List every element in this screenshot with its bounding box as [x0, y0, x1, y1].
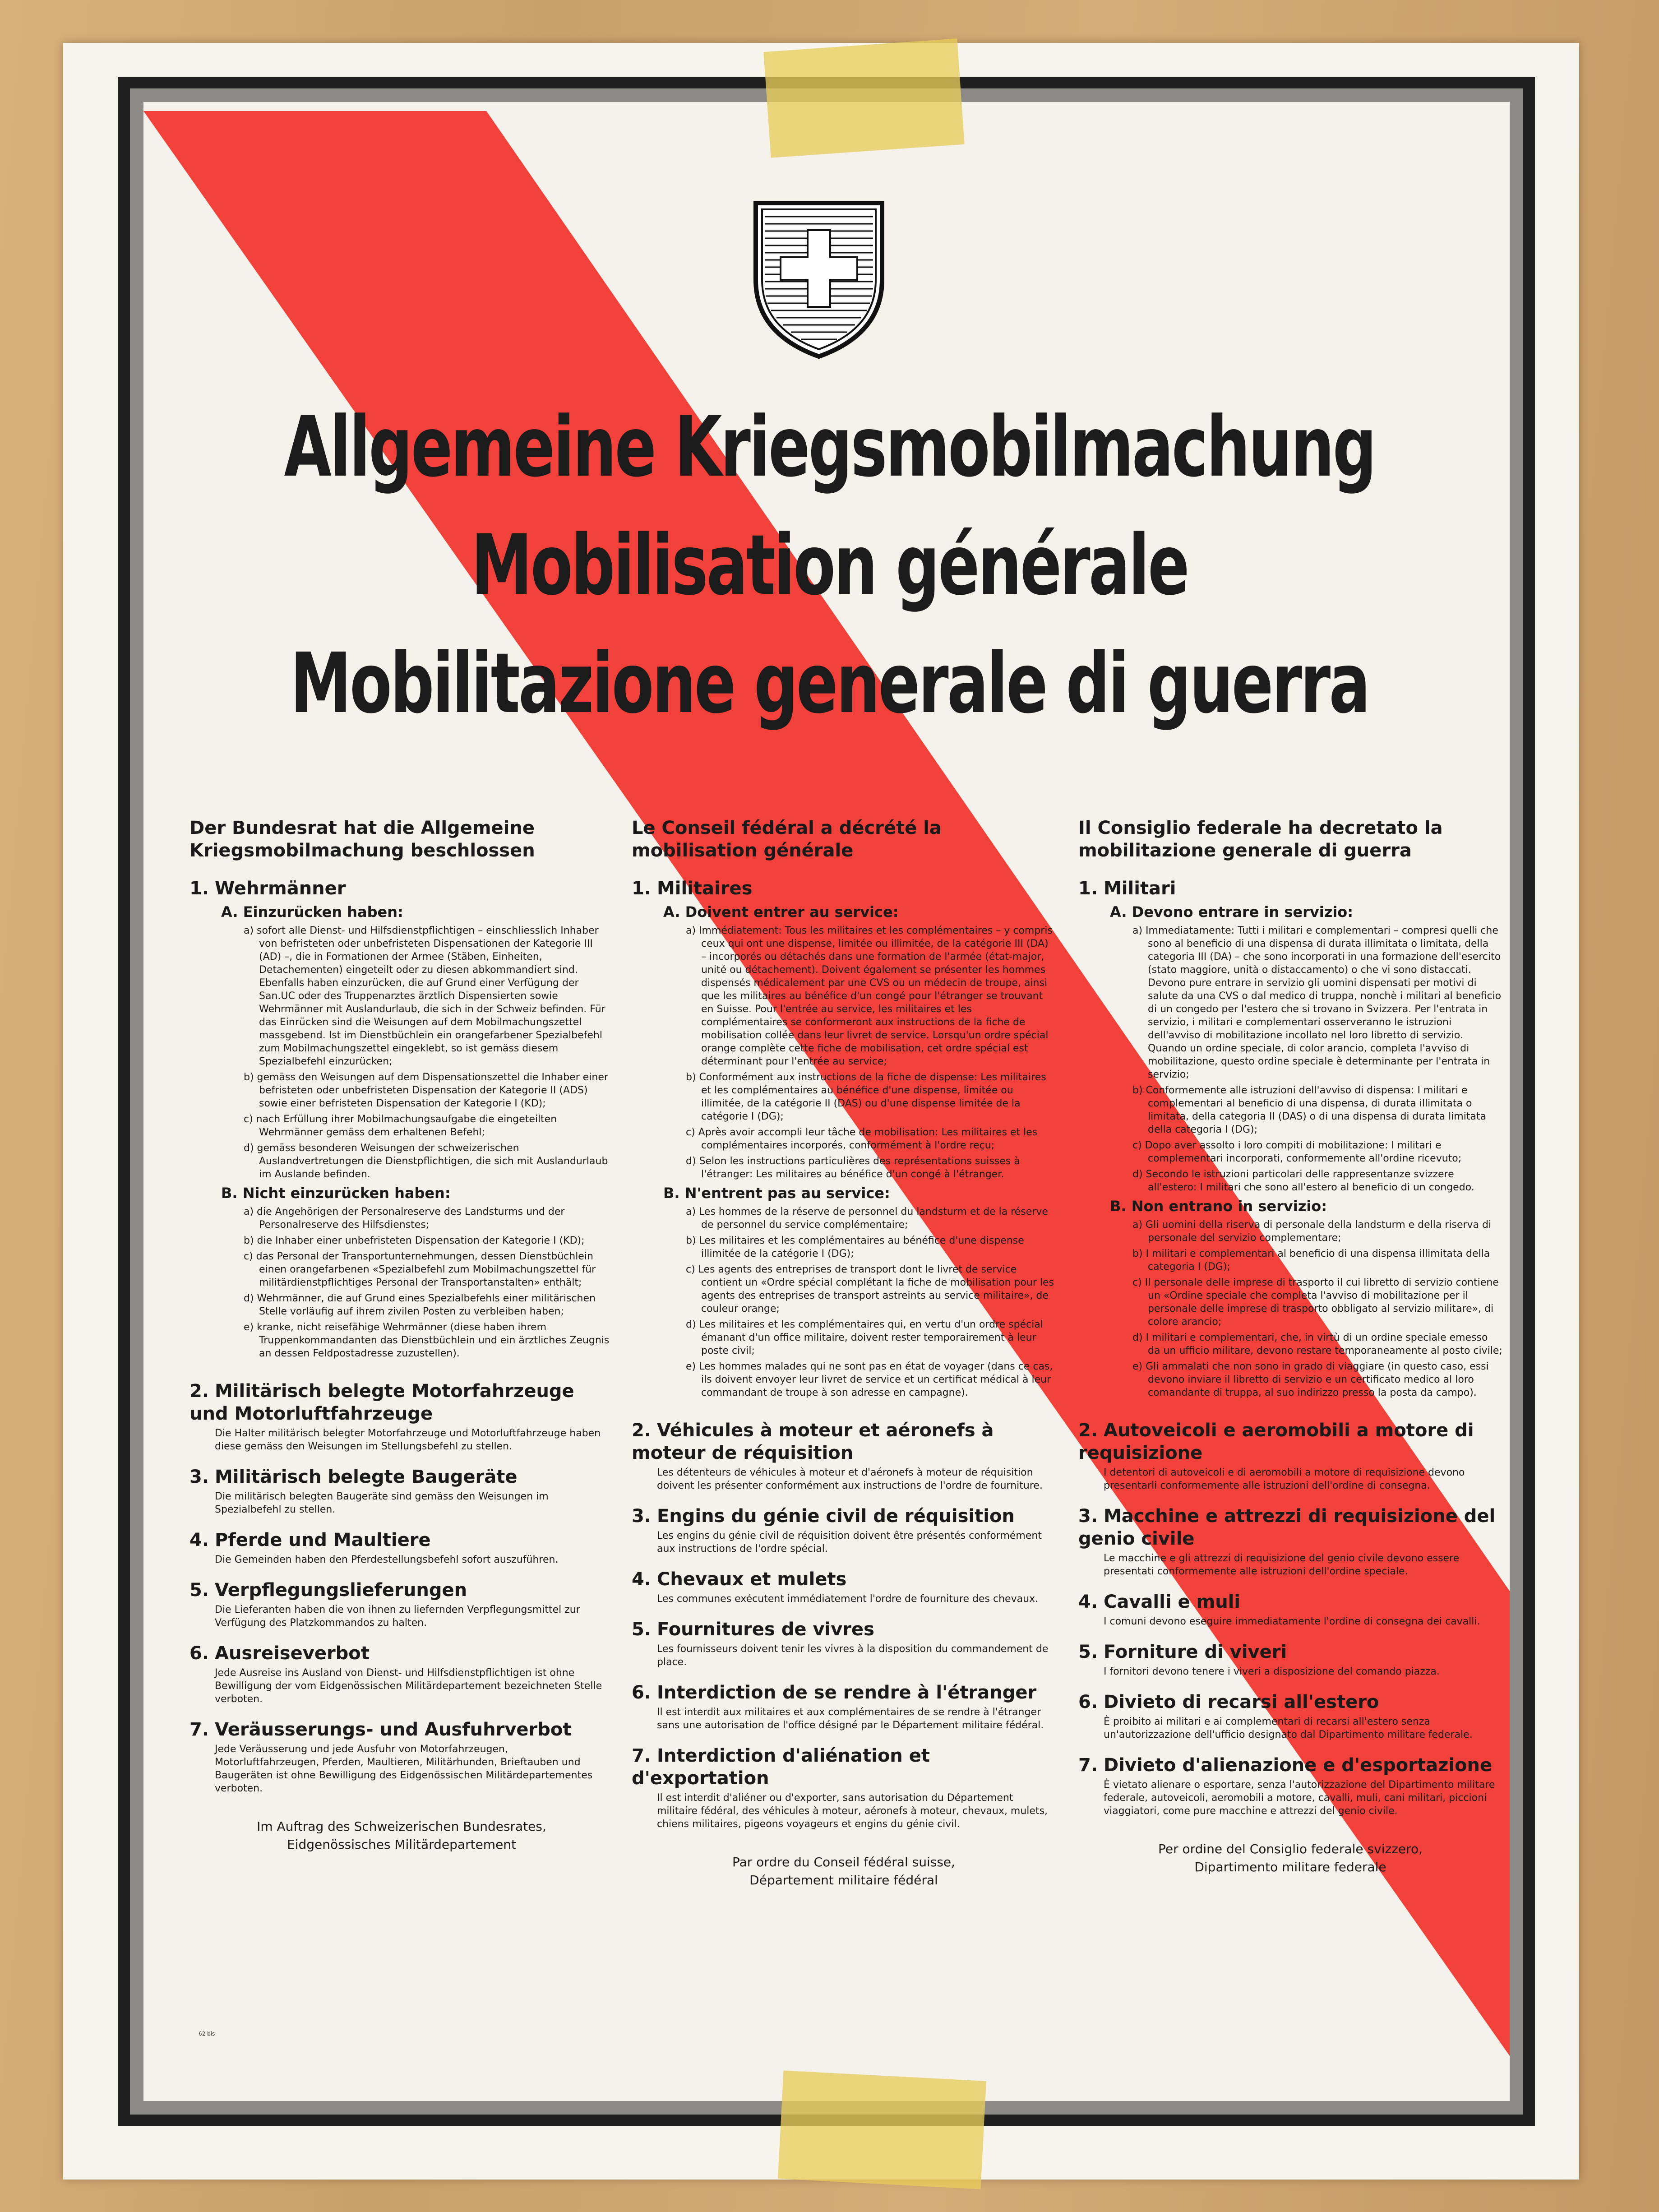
section-heading: 2. Autoveicoli e aeromobili a motore di requisizione: [1078, 1420, 1474, 1463]
section-text: Die Gemeinden haben den Pferdestellungsbefehl sofort auszuführen.: [215, 1554, 559, 1565]
signature-line: Per ordine del Consiglio federale svizzero,: [1158, 1842, 1423, 1856]
section: [632, 1745, 1056, 1831]
list-item: e) Gli ammalati che non sono in grado di viaggiare (in questo caso, essi devono inviare il libretto di servizio e un certificato medico al loro comandante di truppa, al suo indirizzo presso la posta da campo).: [1132, 1361, 1489, 1398]
title-french: Mobilisation générale: [471, 517, 1188, 614]
list-item: c) Après avoir accompli leur tâche de mobilisation: Les militaires et les complémentaires incorporés, conformément à l'ordre reçu;: [686, 1127, 1038, 1151]
signature-block: [1078, 1840, 1502, 1876]
title-german: Allgemeine Kriegsmobilmachung: [284, 399, 1375, 495]
list-item: a) Immediatamente: Tutti i militari e complementari – compresi quelli che sono al beneficio di una dispensa di durata illimitata o limitata, della categoria III (DA) – che sono incorporati in una formazione dell'esercito (stato maggiore, unità o distaccamento) o che vi sono distaccati. Devono pure entrare in servizio gli uomini dispensati per motivi di salute da una CVS o dal medico di truppa, nonchè i militari al beneficio di un congedo per l'estero che si trovano in Svizzera. Per l'entrata in servizio, i militari e complementari osserveranno le istruzioni dell'avviso di mobilitazione incollato nel loro libretto di servizio. Quando un ordine speciale, di color arancio, completa l'avviso di mobilitazione, questo ordine speciale è determinante per l'entrata in servizio;: [1132, 925, 1502, 1080]
section: [189, 1466, 614, 1516]
section-heading: 4. Chevaux et mulets: [632, 1569, 847, 1590]
section-heading: 7. Interdiction d'aliénation et d'exportation: [632, 1745, 930, 1789]
title-italian: Mobilitazione generale di guerra: [290, 635, 1369, 732]
section-text: Les détenteurs de véhicules à moteur et d'aéronefs à moteur de réquisition doivent les présenter conformément aux instructions de l'ordre de fourniture.: [657, 1467, 1043, 1491]
decree-heading: Il Consiglio federale ha decretato la mobilitazione generale di guerra: [1078, 818, 1443, 861]
subsection-heading: B. Nicht einzurücken haben:: [221, 1185, 451, 1202]
section-text: Les engins du génie civil de réquisition doivent être présentés conformément aux instructions de l'ordre spécial.: [657, 1530, 1042, 1555]
section-heading: 3. Engins du génie civil de réquisition: [632, 1506, 1015, 1527]
list-item: b) I militari e complementari al beneficio di una dispensa illimitata della categoria I (DG);: [1132, 1248, 1490, 1273]
section: [632, 1681, 1056, 1732]
section: [189, 1718, 614, 1795]
subsection-heading: B. Non entrano in servizio:: [1110, 1198, 1327, 1215]
section-heading: 5. Fournitures de vivres: [632, 1619, 874, 1640]
section: [1078, 1691, 1502, 1741]
list-item: c) das Personal der Transportunternehmungen, dessen Dienstbüchlein einen orangefarbenen «Spezialbefehl zum Mobilmachungszettel für militärdienstpflichtiges Personal der Transportanstalten» enthält;: [244, 1251, 596, 1288]
column-german: [189, 817, 614, 1854]
list-item: c) Les agents des entreprises de transport dont le livret de service contient un «Ordre spécial complétant la fiche de mobilisation pour les agents des entreprises de transport astreints au service militaire», de couleur orange;: [686, 1264, 1054, 1314]
subsection-heading: A. Einzurücken haben:: [221, 903, 403, 921]
section-text: Die Halter militärisch belegter Motorfahrzeuge und Motorluftfahrzeuge haben diese gemäss den Weisungen im Stellungsbefehl zu stellen.: [215, 1428, 601, 1452]
subsection-heading: A. Doivent entrer au service:: [663, 903, 899, 921]
section-heading: 5. Verpflegungslieferungen: [189, 1580, 467, 1601]
list-item: d) Wehrmänner, die auf Grund eines Spezialbefehls einer militärischen Stelle vorläufig auf ihrem zivilen Posten zu verbleiben haben;: [244, 1293, 596, 1317]
list-item: d) Les militaires et les complémentaires qui, en vertu d'un ordre spécial émanant d'un office militaire, doivent rester temporairement à leur poste civil;: [686, 1319, 1043, 1356]
signature-block: [632, 1853, 1056, 1889]
section-text: I fornitori devono tenere i viveri a disposizione del comando piazza.: [1104, 1666, 1440, 1677]
section: [632, 1505, 1056, 1555]
section-text: Jede Ausreise ins Ausland von Dienst- und Hilfsdienstpflichtigen ist ohne Bewilligung der vom Eidgenössischen Militärdepartement bezeichneten Stelle verboten.: [215, 1667, 602, 1705]
list-item: b) Conformemente alle istruzioni dell'avviso di dispensa: I militari e complementari al beneficio di una dispensa, di durata illimitata o limitata, della categoria II (DAS) o di una dispensa di durata limitata della categoria I (DG);: [1132, 1085, 1487, 1135]
section-heading: 1. Wehrmänner: [189, 878, 346, 899]
section: [1078, 1419, 1502, 1492]
column-french: [632, 817, 1056, 1889]
list-item: e) Les hommes malades qui ne sont pas en état de voyager (dans ce cas, ils doivent envoyer leur livret de service et un certificat médical à leur commandant de troupe à son adresse en campagne).: [686, 1361, 1053, 1398]
section-heading: 1. Militaires: [632, 878, 753, 899]
section-heading: 4. Pferde und Maultiere: [189, 1530, 431, 1550]
list-item: c) Il personale delle imprese di trasporto il cui libretto di servizio contiene un «Ordine speciale che completa l'avviso di mobilitazione per il personale delle imprese di trasporto obbligato al servizio militare», di colore arancio;: [1132, 1277, 1499, 1328]
section-text: I detentori di autoveicoli e di aeromobili a motore di requisizione devono presentarli conformemente alle istruzioni dell'ordine di consegna.: [1104, 1467, 1465, 1491]
section-text: Die Lieferanten haben die von ihnen zu liefernden Verpflegungsmittel zur Verfügung des Platzkommandos zu halten.: [215, 1604, 580, 1629]
signature-line: Dipartimento militare federale: [1194, 1860, 1386, 1874]
section-text: Jede Veräusserung und jede Ausfuhr von Motorfahrzeugen, Motorluftfahrzeugen, Pferden, Maultieren, Militärhunden, Brieftauben und Baugeräten ist ohne Bewilligung des Eidgenössischen Militärdepartementes verboten.: [215, 1744, 593, 1794]
section: [1078, 1754, 1502, 1818]
signature-block: [189, 1818, 614, 1854]
title-block: [0, 388, 1659, 743]
list-item: d) gemäss besonderen Weisungen der schweizerischen Auslandvertretungen die Dienstpflichtigen, die sich mit Auslandurlaub im Auslande befinden.: [244, 1143, 608, 1180]
list-item: b) gemäss den Weisungen auf dem Dispensationszettel die Inhaber einer befristeten oder unbefristeten Dispensation der Kategorie II (ADS) sowie einer befristeten Dispensation der Kategorie I (KD);: [244, 1072, 608, 1109]
section-heading: 7. Veräusserungs- und Ausfuhrverbot: [189, 1719, 572, 1740]
subsection-heading: B. N'entrent pas au service:: [663, 1185, 890, 1202]
section: [632, 1568, 1056, 1606]
list-item: d) Secondo le istruzioni particolari delle rappresentanze svizzere all'estero: I militari che sono all'estero al beneficio di un congedo.: [1132, 1169, 1474, 1193]
section-heading: 3. Macchine e attrezzi di requisizione del genio civile: [1078, 1506, 1496, 1549]
list-item: d) I militari e complementari, che, in virtù di un ordine speciale emesso da un ufficio militare, devono restare temporaneamente al posto civile;: [1132, 1332, 1502, 1356]
list-item: a) die Angehörigen der Personalreserve des Landsturms und der Personalreserve des Hilfsdienstes;: [244, 1206, 565, 1231]
decree-heading: Der Bundesrat hat die Allgemeine Kriegsmobilmachung beschlossen: [189, 818, 535, 861]
section: [1078, 1641, 1502, 1678]
list-item: c) nach Erfüllung ihrer Mobilmachungsaufgabe die eingeteilten Wehrmänner gemäss dem erhaltenen Befehl;: [244, 1114, 557, 1138]
tape-bottom: [778, 2070, 986, 2189]
section-text: È vietato alienare o esportare, senza l'autorizzazione del Dipartimento militare federale, autoveicoli, aeromobili a motore, cavalli, muli, cani militari, piccioni viaggiatori, come pure macchine e attrezzi del genio civile.: [1104, 1779, 1495, 1817]
section: [189, 1529, 614, 1566]
section-heading: 6. Ausreiseverbot: [189, 1643, 370, 1664]
tape-top: [763, 38, 964, 157]
section: [1078, 1505, 1502, 1578]
list-item: b) Conformément aux instructions de la fiche de dispense: Les militaires et les complémentaires au bénéfice d'une dispense, limitée ou illimitée, de la catégorie II (DAS) ou d'une dispense limitée de la catégorie I (DG);: [686, 1072, 1046, 1122]
section-heading: 3. Militärisch belegte Baugeräte: [189, 1467, 518, 1487]
section-text: I comuni devono eseguire immediatamente l'ordine di consegna dei cavalli.: [1104, 1616, 1480, 1627]
section-text: È proibito ai militari e ai complementari di recarsi all'estero senza un'autorizzazione dell'ufficio designato dal Dipartimento militare federale.: [1104, 1716, 1473, 1740]
section-heading: 7. Divieto d'alienazione e d'esportazione: [1078, 1755, 1493, 1776]
section: [632, 1618, 1056, 1669]
list-item: b) Les militaires et les complémentaires au bénéfice d'une dispense illimitée de la catégorie I (DG);: [686, 1235, 1024, 1259]
section-heading: 2. Militärisch belegte Motorfahrzeuge und Motorluftfahrzeuge: [189, 1381, 574, 1424]
signature-line: Eidgenössisches Militärdepartement: [287, 1837, 517, 1852]
signature-line: Im Auftrag des Schweizerischen Bundesrates,: [257, 1819, 546, 1834]
section-heading: 6. Interdiction de se rendre à l'étranger: [632, 1682, 1037, 1703]
section-heading: 4. Cavalli e muli: [1078, 1592, 1241, 1612]
swiss-cross-shield-icon: [751, 199, 887, 361]
printer-mark: 62 bis: [199, 2031, 215, 2037]
list-item: a) Les hommes de la réserve de personnel du landsturm et de la réserve de personnel du service complémentaire;: [686, 1206, 1048, 1231]
list-item: a) Gli uomini della riserva di personale della landsturm e della riserva di personale del servizio complementare;: [1132, 1219, 1492, 1244]
section-heading: 2. Véhicules à moteur et aéronefs à moteur de réquisition: [632, 1420, 994, 1463]
section-heading: 5. Forniture di viveri: [1078, 1642, 1287, 1662]
section: [189, 1380, 614, 1453]
section: [189, 1579, 614, 1629]
subsection-heading: A. Devono entrare in servizio:: [1110, 903, 1354, 921]
list-item: a) Immédiatement: Tous les militaires et les complémentaires – y compris ceux qui ont une dispense, limitée ou illimitée, de la catégorie III (DA) – incorporés ou détachés dans une formation de l'armée (état-major, unité ou détachement). Doivent également se présenter les hommes dispensés médicalement par une CVS ou un médecin de troupe, ainsi que les militaires au bénéfice d'un congé pour l'étranger se trouvant en Suisse. Pour l'entrée au service, les militaires et les complémentaires se conformeront aux instructions de la fiche de mobilisation collée dans leur livret de service. Lorsqu'un ordre spécial orange complète cette fiche de mobilisation, cet ordre spécial est déterminant pour l'entrée au service;: [686, 925, 1053, 1067]
signature-line: Par ordre du Conseil fédéral suisse,: [732, 1855, 956, 1870]
section-text: Les fournisseurs doivent tenir les vivres à la disposition du commandement de place.: [657, 1643, 1049, 1668]
column-italian: [1078, 817, 1502, 1876]
section-text: Il est interdit d'aliéner ou d'exporter, sans autorisation du Département militaire fédéral, des véhicules à moteur, aéronefs à moteur, chevaux, mulets, chiens militaires, pigeons voyageurs et engins du génie civil.: [657, 1792, 1048, 1830]
section: [1078, 1591, 1502, 1628]
signature-line: Département militaire fédéral: [749, 1873, 938, 1888]
section-text: Les communes exécutent immédiatement l'ordre de fourniture des chevaux.: [657, 1593, 1039, 1605]
section-heading: 1. Militari: [1078, 878, 1176, 899]
section-heading: 6. Divieto di recarsi all'estero: [1078, 1692, 1379, 1712]
section-text: Die militärisch belegten Baugeräte sind gemäss den Weisungen im Spezialbefehl zu stellen.: [215, 1491, 549, 1515]
section-text: Le macchine e gli attrezzi di requisizione del genio civile devono essere presentati conformemente alle istruzioni dell'ordine speciale.: [1104, 1553, 1460, 1577]
list-item: e) kranke, nicht reisefähige Wehrmänner (diese haben ihrem Truppenkommandanten das Dienstbüchlein und ein ärztliches Zeugnis an dessen Feldpostadresse zuzustellen).: [244, 1322, 610, 1359]
section-text: Il est interdit aux militaires et aux complémentaires de se rendre à l'étranger sans une autorisation de l'office désigné par le Département militaire fédéral.: [657, 1707, 1044, 1731]
list-item: c) Dopo aver assolto i loro compiti di mobilitazione: I militari e complementari incorporati, conformemente all'ordine ricevuto;: [1132, 1140, 1462, 1164]
section: [189, 1642, 614, 1706]
section: [632, 1419, 1056, 1492]
list-item: a) sofort alle Dienst- und Hilfsdienstpflichtigen – einschliesslich Inhaber von befristeten oder unbefristeten Dispensationen der Kategorie III (AD) –, die in Formationen der Armee (Stäben, Einheiten, Detachementen) eingeteilt oder zu diesen abkommandiert sind. Ebenfalls haben einzurücken, die auf Grund einer Verfügung der San.UC oder des Truppenarztes ärztlich Dispensierten sowie Wehrmänner mit Auslandurlaub, die sich in der Schweiz befinden. Für das Einrücken sind die Weisungen auf dem Mobilmachungszettel massgebend. Ist im Dienstbüchlein ein orangefarbener Spezialbefehl zum Mobilmachungszettel eingeklebt, so ist gemäss diesem Spezialbefehl einzurücken;: [244, 925, 605, 1067]
list-item: b) die Inhaber einer unbefristeten Dispensation der Kategorie I (KD);: [244, 1235, 585, 1246]
decree-heading: Le Conseil fédéral a décrété la mobilisation générale: [632, 818, 942, 861]
list-item: d) Selon les instructions particulières des représentations suisses à l'étranger: Les militaires au bénéfice d'un congé à l'étranger.: [686, 1156, 1020, 1180]
